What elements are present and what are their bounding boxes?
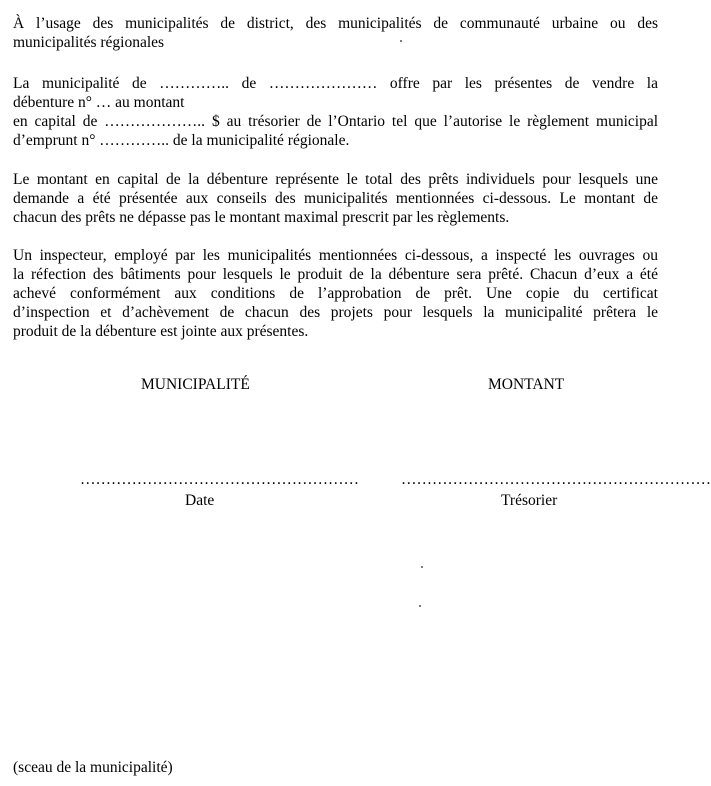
inspector-line: Un inspecteur, employé par les municipalités mentionnées ci-dessous, a inspecté les ouvrages ou xyxy=(13,247,658,264)
capital-paragraph xyxy=(13,170,658,227)
intro-line: À l’usage des municipalités de district, des municipalités de communauté urbaine ou des xyxy=(13,15,658,32)
inspector-line: la réfection des bâtiments pour lesquels le produit de la débenture sera prêté. Chacun d’eux a été xyxy=(13,266,658,283)
intro-line: municipalités régionales xyxy=(13,34,165,51)
offer-paragraph xyxy=(13,74,658,150)
date-label: Date xyxy=(185,492,215,509)
inspector-line: achevé conformément aux conditions de l’approbation de prêt. Une copie du certificat xyxy=(13,285,658,302)
municipalite-heading: MUNICIPALITÉ xyxy=(141,376,250,393)
tresorier-signature-line: …………………………………………………… xyxy=(401,471,711,488)
date-signature-line: ……………………………………………… xyxy=(80,471,359,488)
seal-label: (sceau de la municipalité) xyxy=(13,759,173,776)
montant-heading: MONTANT xyxy=(488,376,565,393)
capital-line: Le montant en capital de la débenture représente le total des prêts individuels pour lesquels une xyxy=(13,171,658,188)
scan-speck xyxy=(400,40,402,42)
offer-line: débenture n° … au montant xyxy=(13,94,185,111)
intro-paragraph xyxy=(13,14,658,52)
tresorier-label: Trésorier xyxy=(501,492,558,509)
capital-line: demande a été présentée aux conseils des municipalités mentionnées ci-dessous. Le montant de xyxy=(13,190,658,207)
inspector-line: produit de la débenture est jointe aux présentes. xyxy=(13,323,309,340)
inspector-paragraph xyxy=(13,246,658,341)
offer-line: d’emprunt n° ………….. de la municipalité régionale. xyxy=(13,132,350,149)
scan-speck xyxy=(419,605,421,607)
capital-line: chacun des prêts ne dépasse pas le montant maximal prescrit par les règlements. xyxy=(13,209,510,226)
scan-speck xyxy=(421,566,423,568)
offer-line: en capital de ……………….. $ au trésorier de l’Ontario tel que l’autorise le règlement municipal xyxy=(13,113,658,130)
inspector-line: d’inspection et d’achèvement de chacun des projets pour lesquels la municipalité prêtera le xyxy=(13,304,658,321)
offer-line: La municipalité de ………….. de ………………… offre par les présentes de vendre la xyxy=(13,75,658,92)
